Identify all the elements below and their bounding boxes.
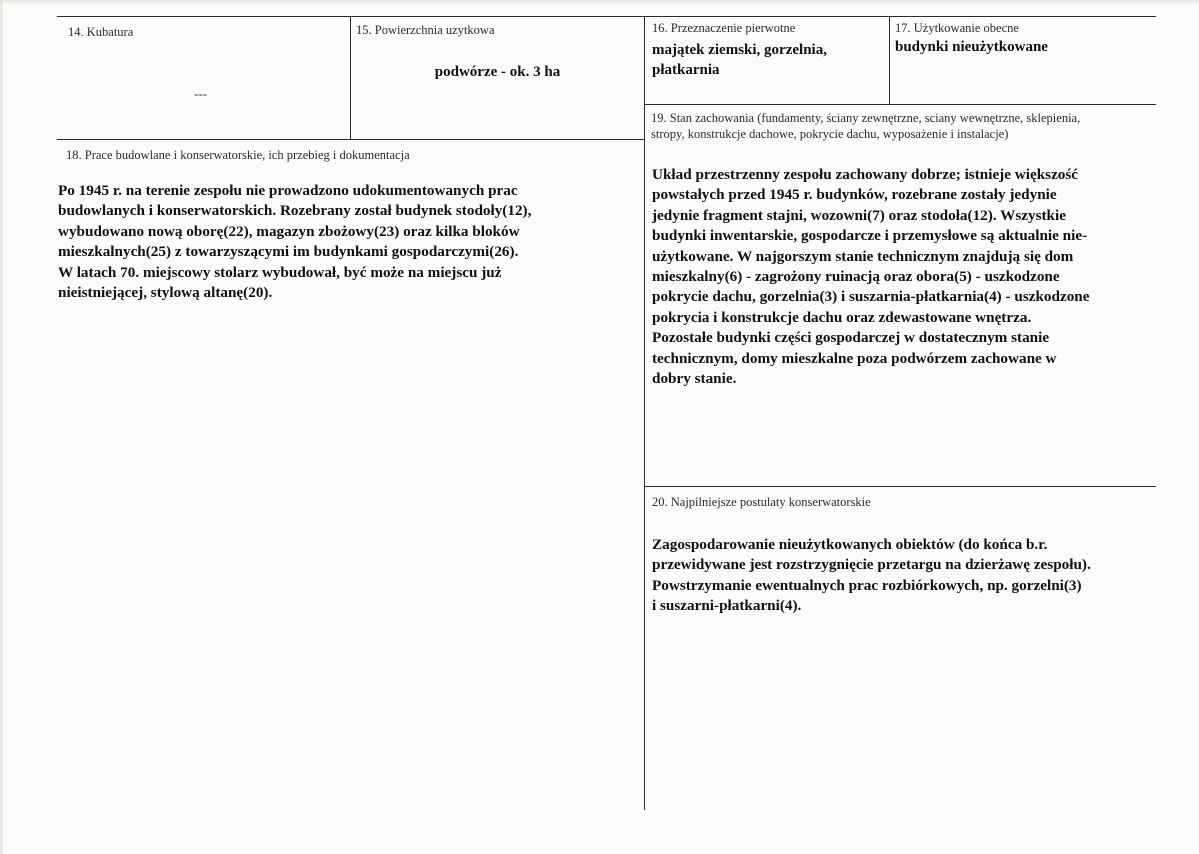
field-17-label: 17. Użytkowanie obecne bbox=[895, 21, 1019, 35]
field-14-value: --- bbox=[194, 86, 207, 101]
field-20-line: Powstrzymanie ewentualnych prac rozbiórkowych, np. gorzelni(3) bbox=[652, 576, 1082, 594]
field-19-line: dobry stanie. bbox=[652, 370, 737, 388]
field-16-value-line-2: płatkarnia bbox=[652, 62, 720, 78]
field-16-label: 16. Przeznaczenie pierwotne bbox=[652, 21, 796, 35]
field-18-line: wybudowano nową oborę(22), magazyn zbożowy(23) oraz kilka bloków bbox=[58, 222, 520, 240]
center-divider bbox=[644, 16, 645, 810]
field-18-line: Po 1945 r. na terenie zespołu nie prowadzono udokumentowanych prac bbox=[58, 182, 518, 199]
field-18-line: mieszkalnych(25) z towarzyszącymi im budynkami gospodarczymi(26). bbox=[58, 243, 519, 261]
field-18-label: 18. Prace budowlane i konserwatorskie, ich przebieg i dokumentacja bbox=[66, 148, 410, 162]
field-19-line: budynki inwentarskie, gospodarcze i przemysłowe są aktualnie nie- bbox=[652, 227, 1088, 245]
divider-16-19 bbox=[644, 104, 1156, 105]
field-18-text bbox=[58, 181, 531, 303]
field-19-text bbox=[652, 165, 1090, 389]
divider-15-18 bbox=[57, 139, 645, 140]
field-15-label: 15. Powierzchnia uzytkowa bbox=[356, 23, 495, 37]
field-18-line: nieistniejącej, stylową altanę(20). bbox=[58, 284, 273, 302]
field-19-line: Pozostałe budynki części gospodarczej w dostatecznym stanie bbox=[652, 329, 1050, 347]
field-20-label: 20. Najpilniejsze postulaty konserwatorskie bbox=[652, 495, 871, 509]
field-19-line: pokrycia i konstrukcje dachu oraz zdewastowane wnętrza. bbox=[652, 308, 1032, 326]
field-19-line: użytkowane. W najgorszym stanie technicznym znajdują się dom bbox=[652, 247, 1074, 265]
top-border-line bbox=[57, 16, 1156, 17]
field-20-line: Zagospodarowanie nieużytkowanych obiektów (do końca b.r. bbox=[652, 536, 1048, 553]
field-20-line: przewidywane jest rozstrzygnięcie przetargu na dzierżawę zespołu). bbox=[652, 556, 1091, 574]
field-18-line: W latach 70. miejscowy stolarz wybudował, być może na miejscu już bbox=[58, 263, 502, 281]
field-20-line: i suszarni-płatkarni(4). bbox=[652, 597, 802, 615]
scan-edge-top bbox=[0, 0, 1199, 4]
scan-edge-left bbox=[0, 0, 3, 854]
field-19-line: jedynie fragment stajni, wozowni(7) oraz stodoła(12). Wszystkie bbox=[652, 206, 1066, 224]
field-14-label: 14. Kubatura bbox=[68, 25, 134, 39]
field-19-label-line-2: stropy, konstrukcje dachowe, pokrycie dachu, wyposażenie i instalacje) bbox=[651, 127, 1009, 141]
field-19-line: mieszkalny(6) - zagrożony ruinacją oraz obora(5) - uszkodzone bbox=[652, 268, 1060, 286]
field-19-line: powstałych przed 1945 r. budynków, rozebrane zostały jedynie bbox=[652, 186, 1057, 204]
field-19-line: Układ przestrzenny zespołu zachowany dobrze; istnieje większość bbox=[652, 166, 1079, 183]
field-16-value-line-1: majątek ziemski, gorzelnia, bbox=[652, 42, 827, 58]
field-20-text bbox=[652, 535, 1091, 617]
divider-16-17 bbox=[889, 16, 890, 104]
field-19-line: pokrycie dachu, gorzelnia(3) i suszarnia-płatkarnia(4) - uszkodzone bbox=[652, 288, 1090, 306]
divider-19-20 bbox=[644, 486, 1156, 487]
field-19-label-line-1: 19. Stan zachowania (fundamenty, ściany zewnętrzne, sciany wewnętrzne, sklepienia, bbox=[651, 111, 1081, 125]
field-19-line: technicznym, domy mieszkalne poza podwórzem zachowane w bbox=[652, 349, 1057, 367]
field-15-value: podwórze - ok. 3 ha bbox=[434, 64, 561, 80]
field-17-value: budynki nieużytkowane bbox=[895, 39, 1048, 55]
field-18-line: budowlanych i konserwatorskich. Rozebrany został budynek stodoły(12), bbox=[58, 202, 532, 220]
